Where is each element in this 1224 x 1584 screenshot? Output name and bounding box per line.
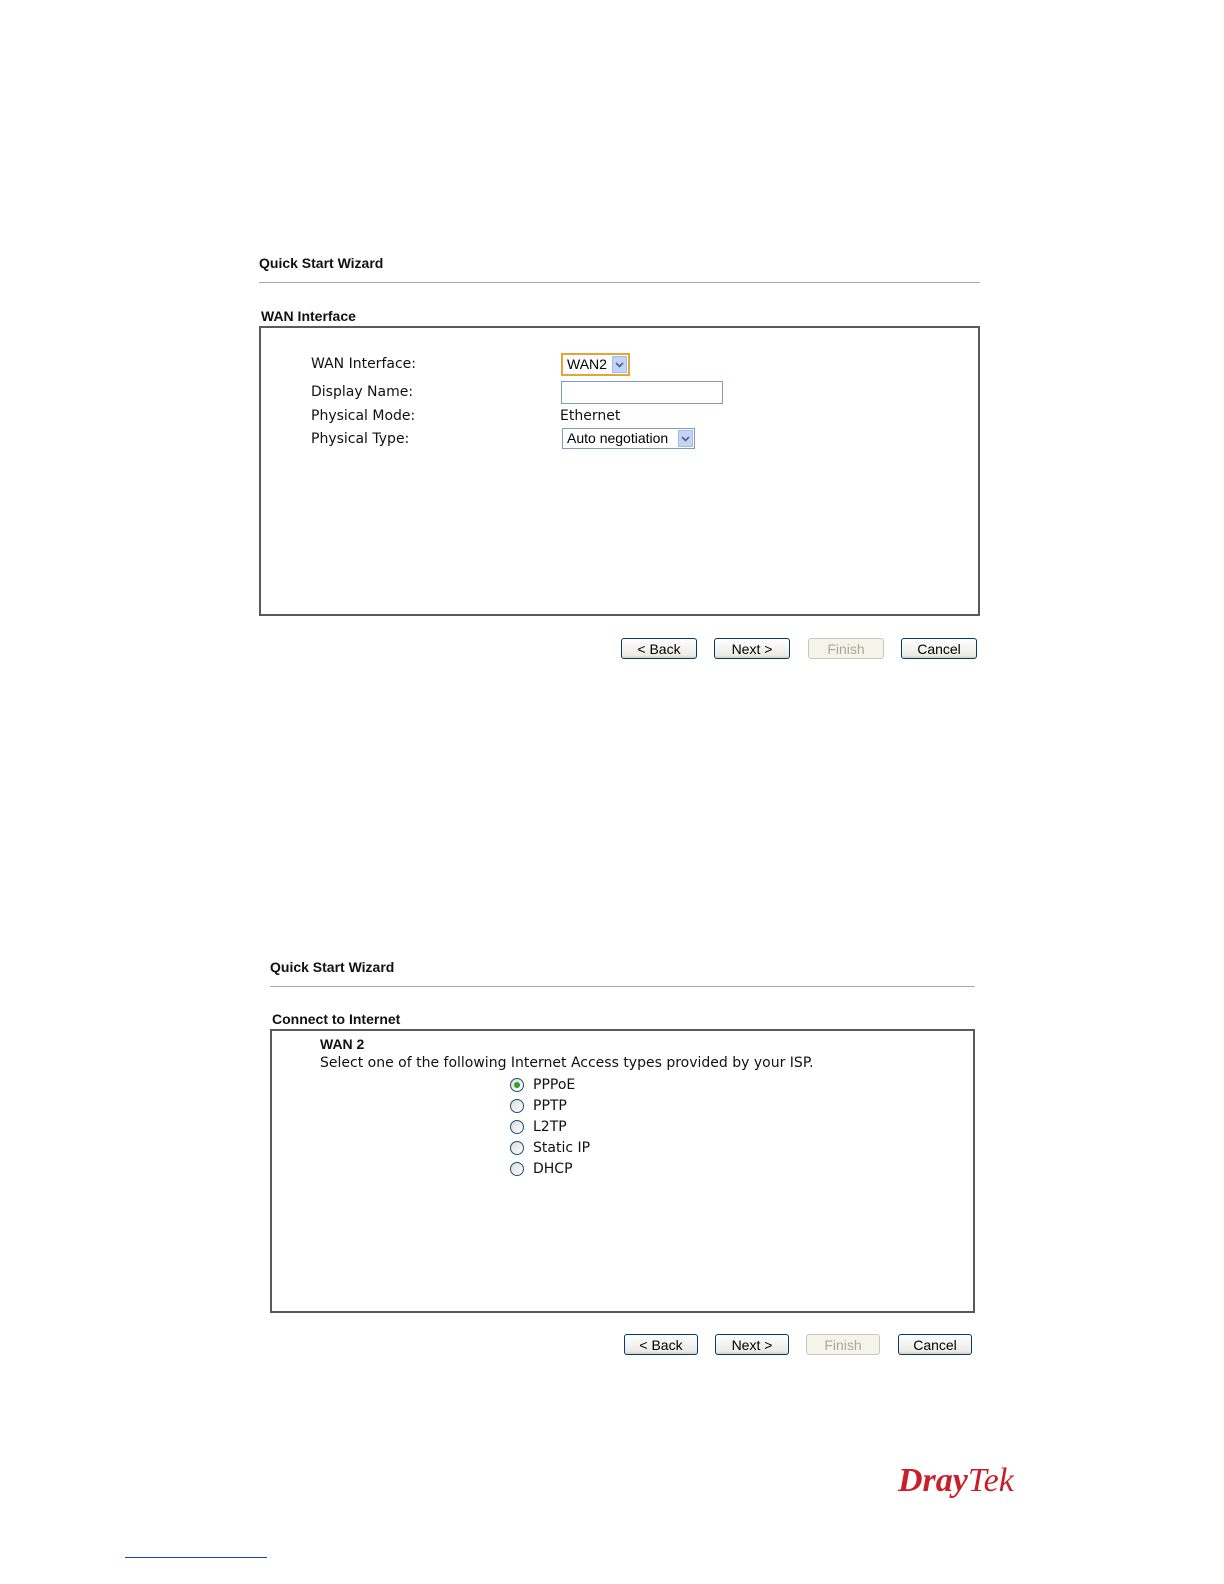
cancel-button[interactable]: Cancel [901,638,977,659]
radio-label: PPTP [533,1098,567,1114]
wizard-title: Quick Start Wizard [270,959,395,975]
wizard-title: Quick Start Wizard [259,255,384,271]
wan-interface-label: WAN Interface: [311,356,416,372]
wan-interface-panel [259,326,980,616]
physical-type-select[interactable] [562,428,695,449]
chevron-down-icon [678,430,693,447]
physical-mode-value: Ethernet [560,408,621,424]
radio-button[interactable] [510,1141,524,1155]
connect-to-internet-panel [270,1029,975,1313]
physical-type-value: Auto negotiation [567,430,669,446]
radio-option-l2tp[interactable] [510,1119,567,1135]
finish-button[interactable]: Finish [806,1334,880,1355]
draytek-logo: DrayTek [898,1462,1014,1499]
radio-label: Static IP [533,1140,591,1156]
radio-label: PPPoE [533,1077,576,1093]
physical-type-label: Physical Type: [311,431,410,447]
section-title: WAN Interface [261,308,356,324]
wan-interface-select[interactable] [561,353,630,376]
title-divider [259,282,980,283]
back-button[interactable]: < Back [621,638,697,659]
back-button[interactable]: < Back [624,1334,698,1355]
title-divider [270,986,975,987]
finish-button[interactable]: Finish [808,638,884,659]
radio-button[interactable] [510,1120,524,1134]
chevron-down-icon [612,356,627,373]
instruction-text: Select one of the following Internet Access types provided by your ISP. [320,1055,814,1071]
radio-option-pppoe[interactable] [510,1077,575,1093]
physical-mode-label: Physical Mode: [311,408,416,424]
display-name-input[interactable] [561,381,723,404]
cancel-button[interactable]: Cancel [898,1334,972,1355]
radio-button[interactable] [510,1078,524,1092]
radio-option-pptp[interactable] [510,1098,567,1114]
radio-button[interactable] [510,1099,524,1113]
next-button[interactable]: Next > [715,1334,789,1355]
radio-option-dhcp[interactable] [510,1161,573,1177]
wan-label: WAN 2 [320,1036,365,1052]
next-button[interactable]: Next > [714,638,790,659]
footer-link-underline [125,1557,267,1558]
radio-option-static-ip[interactable] [510,1140,590,1156]
section-title: Connect to Internet [272,1011,401,1027]
display-name-label: Display Name: [311,384,414,400]
radio-button[interactable] [510,1162,524,1176]
wan-interface-value: WAN2 [567,356,607,372]
radio-label: DHCP [533,1161,573,1177]
radio-label: L2TP [533,1119,567,1135]
